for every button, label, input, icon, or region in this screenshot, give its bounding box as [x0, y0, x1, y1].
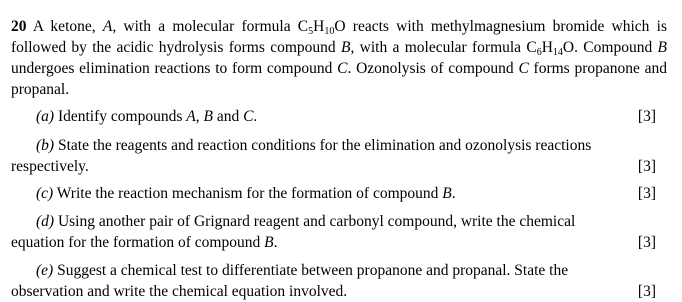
part-label: (c) [36, 185, 54, 202]
marks: [3] [637, 185, 656, 202]
marks: [3] [637, 283, 656, 300]
part-c: (c) Write the reaction mechanism for the formation of compound B. [3] [36, 185, 656, 202]
part-e: (e) Suggest a chemical test to differentiate between propanone and propanal. State the observation and write the chemical equation involved. [3] [11, 262, 656, 300]
marks: [3] [637, 108, 656, 125]
part-b: (b) State the reagents and reaction conditions for the elimination and ozonolysis reactions respectively. [3] [11, 137, 656, 175]
part-a: (a) Identify compounds A, B and C. [3] [36, 108, 656, 125]
part-label: (a) [36, 108, 55, 125]
part-d: (d) Using another pair of Grignard reagent and carbonyl compound, write the chemical equation for the formation of compound B. [3] [11, 213, 656, 251]
question-number: 20 [11, 18, 27, 35]
marks: [3] [637, 158, 656, 175]
part-label: (d) [36, 213, 55, 230]
part-label: (e) [36, 262, 54, 279]
marks: [3] [637, 234, 656, 251]
part-label: (b) [36, 137, 55, 154]
question-stem: 20 A ketone, A, with a molecular formula $C_5H_{10}O$ reacts with methylmagnesium bromide which is followed by the acidic hydrolysis forms compound B, with a molecular formula $C_6H_{14}O$. Compound B undergoes elimination reactions to form compound C. Ozonolysis of compound C forms propanone and propanal. [11, 18, 667, 98]
